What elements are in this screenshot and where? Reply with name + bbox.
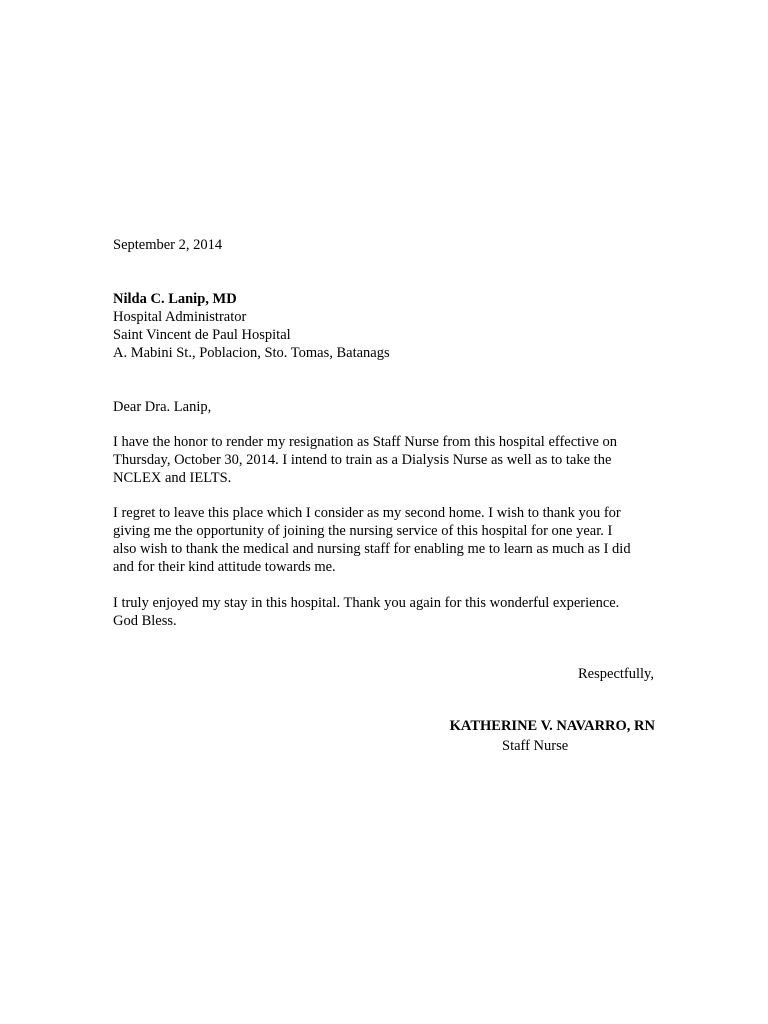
paragraph-line: giving me the opportunity of joining the nursing service of this hospital for one year. I	[113, 523, 613, 539]
recipient-organization: Saint Vincent de Paul Hospital	[113, 327, 291, 343]
body-paragraph-1	[113, 433, 658, 487]
body-paragraph-2	[113, 504, 658, 576]
paragraph-line: I truly enjoyed my stay in this hospital. Thank you again for this wonderful experience.	[113, 595, 620, 611]
recipient-title: Hospital Administrator	[113, 309, 247, 325]
paragraph-line: I have the honor to render my resignation as Staff Nurse from this hospital effective on	[113, 434, 618, 450]
paragraph-line: I regret to leave this place which I consider as my second home. I wish to thank you for	[113, 505, 621, 521]
paragraph-line: God Bless.	[113, 613, 177, 629]
body-paragraph-3	[113, 594, 658, 630]
recipient-name: Nilda C. Lanip, MD	[113, 291, 237, 307]
salutation: Dear Dra. Lanip,	[113, 399, 212, 415]
paragraph-line: Thursday, October 30, 2014. I intend to train as a Dialysis Nurse as well as to take the	[113, 452, 612, 468]
recipient-address: A. Mabini St., Poblacion, Sto. Tomas, Batanags	[113, 345, 390, 361]
signature-name: KATHERINE V. NAVARRO, RN	[449, 718, 655, 734]
closing: Respectfully,	[578, 666, 654, 682]
letter-date: September 2, 2014	[113, 237, 223, 253]
signature-title: Staff Nurse	[502, 738, 569, 754]
paragraph-line: and for their kind attitude towards me.	[113, 559, 336, 575]
paragraph-line: also wish to thank the medical and nursing staff for enabling me to learn as much as I did	[113, 541, 631, 557]
recipient-block	[113, 290, 658, 362]
paragraph-line: NCLEX and IELTS.	[113, 470, 232, 486]
